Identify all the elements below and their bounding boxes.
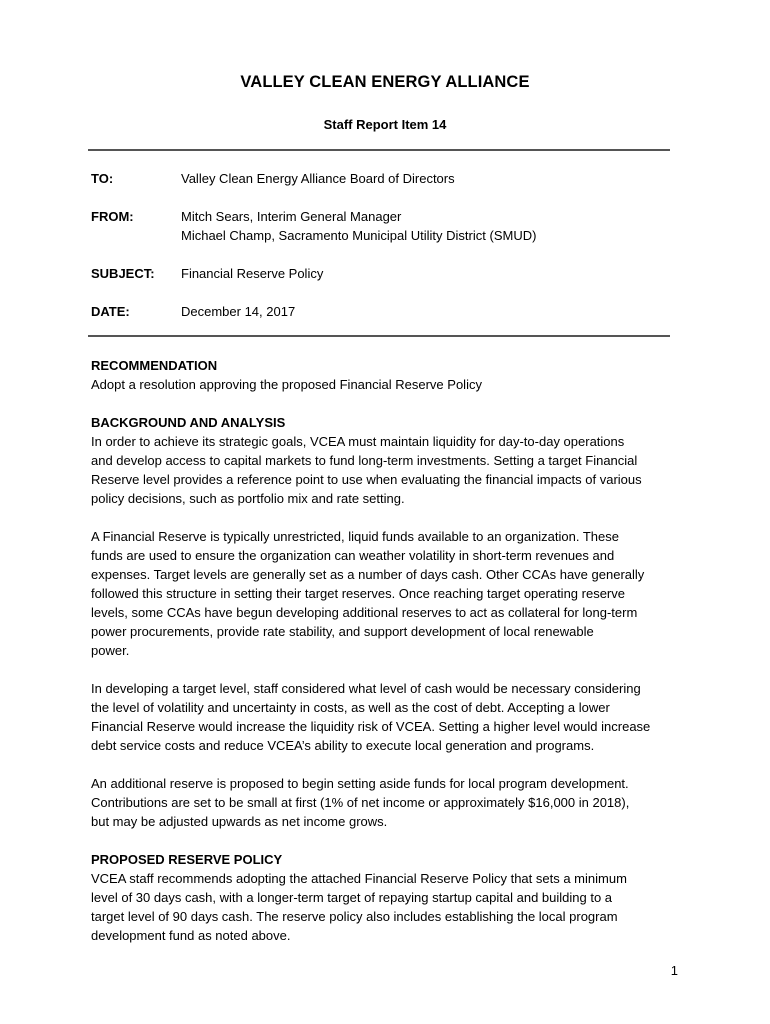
text-line: power procurements, provide rate stability, and support development of local renewable (91, 624, 594, 639)
text-line: policy decisions, such as portfolio mix and rate setting. (91, 491, 405, 506)
text-line: levels, some CCAs have begun developing additional reserves to act as collateral for long-term (91, 605, 638, 620)
background-paragraph-1 (91, 432, 681, 508)
organization-title: VALLEY CLEAN ENERGY ALLIANCE (240, 73, 530, 91)
text-line: the level of volatility and uncertainty in costs, as well as the cost of debt. Accepting a lower (91, 700, 610, 715)
background-paragraph-2 (91, 527, 681, 660)
memo-to-label: TO: (91, 171, 114, 186)
memo-from-line: Michael Champ, Sacramento Municipal Utility District (SMUD) (181, 228, 537, 243)
text-line: power. (91, 643, 130, 658)
recommendation-heading: RECOMMENDATION (91, 358, 218, 373)
header-divider-top (88, 149, 670, 151)
memo-date-label: DATE: (91, 304, 130, 319)
text-line: VCEA staff recommends adopting the attached Financial Reserve Policy that sets a minimum (91, 871, 627, 886)
text-line: debt service costs and reduce VCEA’s ability to execute local generation and programs. (91, 738, 595, 753)
proposed-policy-heading: PROPOSED RESERVE POLICY (91, 852, 283, 867)
report-item-title: Staff Report Item 14 (323, 117, 447, 132)
memo-from-line: Mitch Sears, Interim General Manager (181, 209, 402, 224)
text-line: followed this structure in setting their target reserves. Once reaching target operating reserve (91, 586, 625, 601)
text-line: Financial Reserve would increase the liquidity risk of VCEA. Setting a higher level would increase (91, 719, 651, 734)
text-line: development fund as noted above. (91, 928, 291, 943)
text-line: and develop access to capital markets to fund long-term investments. Setting a target Financial (91, 453, 638, 468)
text-line: target level of 90 days cash. The reserve policy also includes establishing the local program (91, 909, 618, 924)
memo-to-value: Valley Clean Energy Alliance Board of Directors (181, 171, 455, 186)
text-line: In developing a target level, staff considered what level of cash would be necessary considering (91, 681, 641, 696)
text-line: funds are used to ensure the organization can weather volatility in short-term revenues and (91, 548, 615, 563)
text-line: expenses. Target levels are generally set as a number of days cash. Other CCAs have generally (91, 567, 645, 582)
background-paragraph-4 (91, 774, 681, 831)
memo-subject-label: SUBJECT: (91, 266, 155, 281)
background-paragraph-3 (91, 679, 681, 755)
text-line: A Financial Reserve is typically unrestricted, liquid funds available to an organization. These (91, 529, 619, 544)
text-line: An additional reserve is proposed to begin setting aside funds for local program development. (91, 776, 629, 791)
memo-date-value: December 14, 2017 (181, 304, 296, 319)
text-line: Reserve level provides a reference point to use when evaluating the financial impacts of various (91, 472, 642, 487)
text-line: Adopt a resolution approving the proposed Financial Reserve Policy (91, 377, 482, 392)
report-body (91, 356, 681, 945)
header-divider-bottom (88, 335, 670, 337)
text-line: level of 30 days cash, with a longer-term target of repaying startup capital and building to a (91, 890, 613, 905)
text-line: In order to achieve its strategic goals, VCEA must maintain liquidity for day-to-day operations (91, 434, 625, 449)
text-line: Contributions are set to be small at first (1% of net income or approximately $16,000 in 2018), (91, 795, 630, 810)
memo-subject-value: Financial Reserve Policy (181, 266, 324, 281)
background-heading: BACKGROUND AND ANALYSIS (91, 415, 286, 430)
page-number: 1 (670, 963, 678, 978)
proposed-policy-text (91, 869, 681, 945)
memo-from-label: FROM: (91, 209, 134, 224)
text-line: but may be adjusted upwards as net income grows. (91, 814, 388, 829)
recommendation-text (91, 375, 681, 394)
